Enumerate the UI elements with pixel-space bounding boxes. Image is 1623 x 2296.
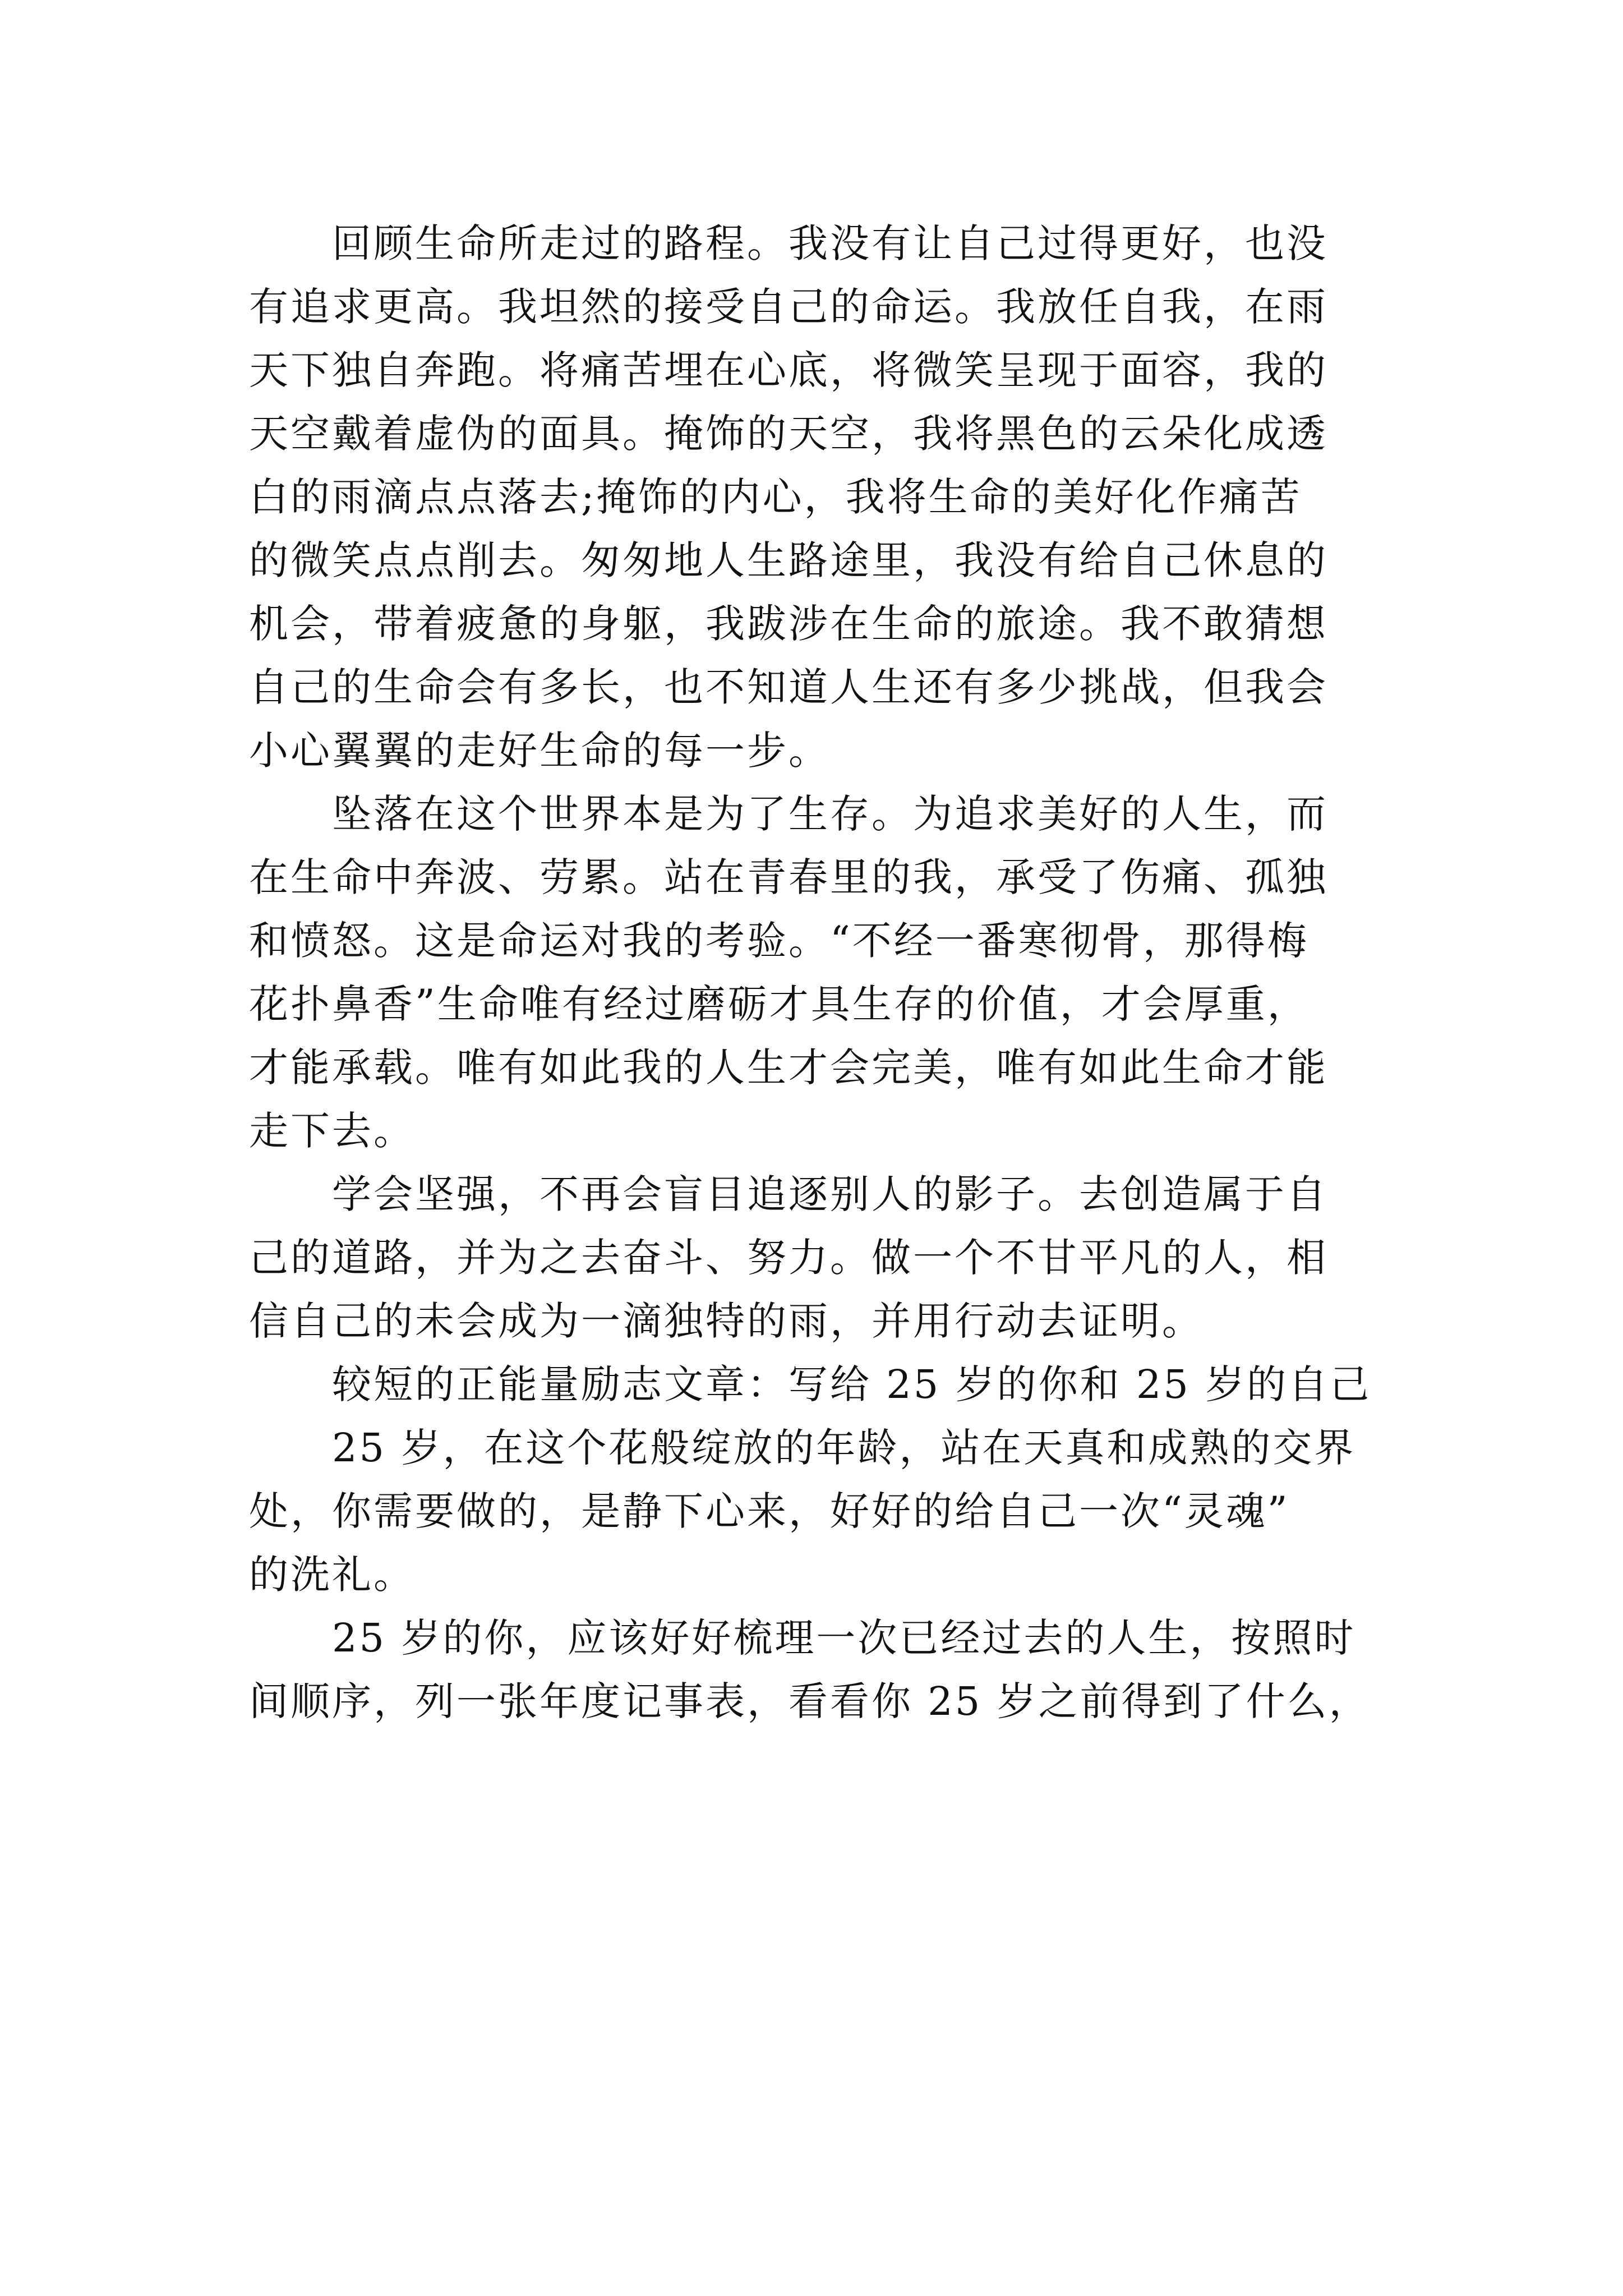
text-line: 天下独自奔跑。将痛苦埋在心底，将微笑呈现于面容，我的 [249, 347, 1328, 393]
text-line: 才能承载。唯有如此我的人生才会完美，唯有如此生命才能 [249, 1045, 1328, 1091]
text-line: 机会，带着疲惫的身躯，我跋涉在生命的旅途。我不敢猜想 [249, 601, 1328, 647]
text-line: 信自己的未会成为一滴独特的雨，并用行动去证明。 [249, 1298, 1204, 1344]
text-line: 间顺序，列一张年度记事表，看看你 25 岁之前得到了什么， [249, 1678, 1371, 1724]
text-line: 回顾生命所走过的路程。我没有让自己过得更好，也没 [249, 220, 1328, 266]
text-line: 的微笑点点削去。匆匆地人生路途里，我没有给自己休息的 [249, 537, 1328, 583]
text-line: 的洗礼。 [249, 1552, 415, 1598]
text-line: 25 岁的你，应该好好梳理一次已经过去的人生，按照时 [249, 1615, 1356, 1661]
text-line: 己的道路，并为之去奋斗、努力。做一个不甘平凡的人，相 [249, 1235, 1328, 1281]
document-body [249, 212, 1393, 1733]
text-line: 较短的正能量励志文章：写给 25 岁的你和 25 岁的自己 [249, 1361, 1372, 1407]
text-line: 自己的生命会有多长，也不知道人生还有多少挑战，但我会 [249, 664, 1328, 710]
text-line: 25 岁，在这个花般绽放的年龄，站在天真和成熟的交界 [249, 1425, 1356, 1471]
text-line: 花扑鼻香”生命唯有经过磨砺才具生存的价值，才会厚重， [249, 981, 1309, 1027]
text-line: 学会坚强，不再会盲目追逐别人的影子。去创造属于自 [249, 1171, 1328, 1217]
text-line: 有追求更高。我坦然的接受自己的命运。我放任自我，在雨 [249, 284, 1328, 330]
text-line: 和愤怒。这是命运对我的考验。“不经一番寒彻骨，那得梅 [249, 918, 1309, 964]
text-line: 天空戴着虚伪的面具。掩饰的天空，我将黑色的云朵化成透 [249, 411, 1328, 457]
text-line: 走下去。 [249, 1108, 415, 1154]
text-line: 白的雨滴点点落去;掩饰的内心，我将生命的美好化作痛苦 [249, 474, 1302, 520]
text-line: 小心翼翼的走好生命的每一步。 [249, 728, 830, 774]
text-line: 处，你需要做的，是静下心来，好好的给自己一次“灵魂” [249, 1488, 1290, 1534]
text-line: 坠落在这个世界本是为了生存。为追求美好的人生，而 [249, 791, 1328, 837]
text-line: 在生命中奔波、劳累。站在青春里的我，承受了伤痛、孤独 [249, 854, 1328, 900]
